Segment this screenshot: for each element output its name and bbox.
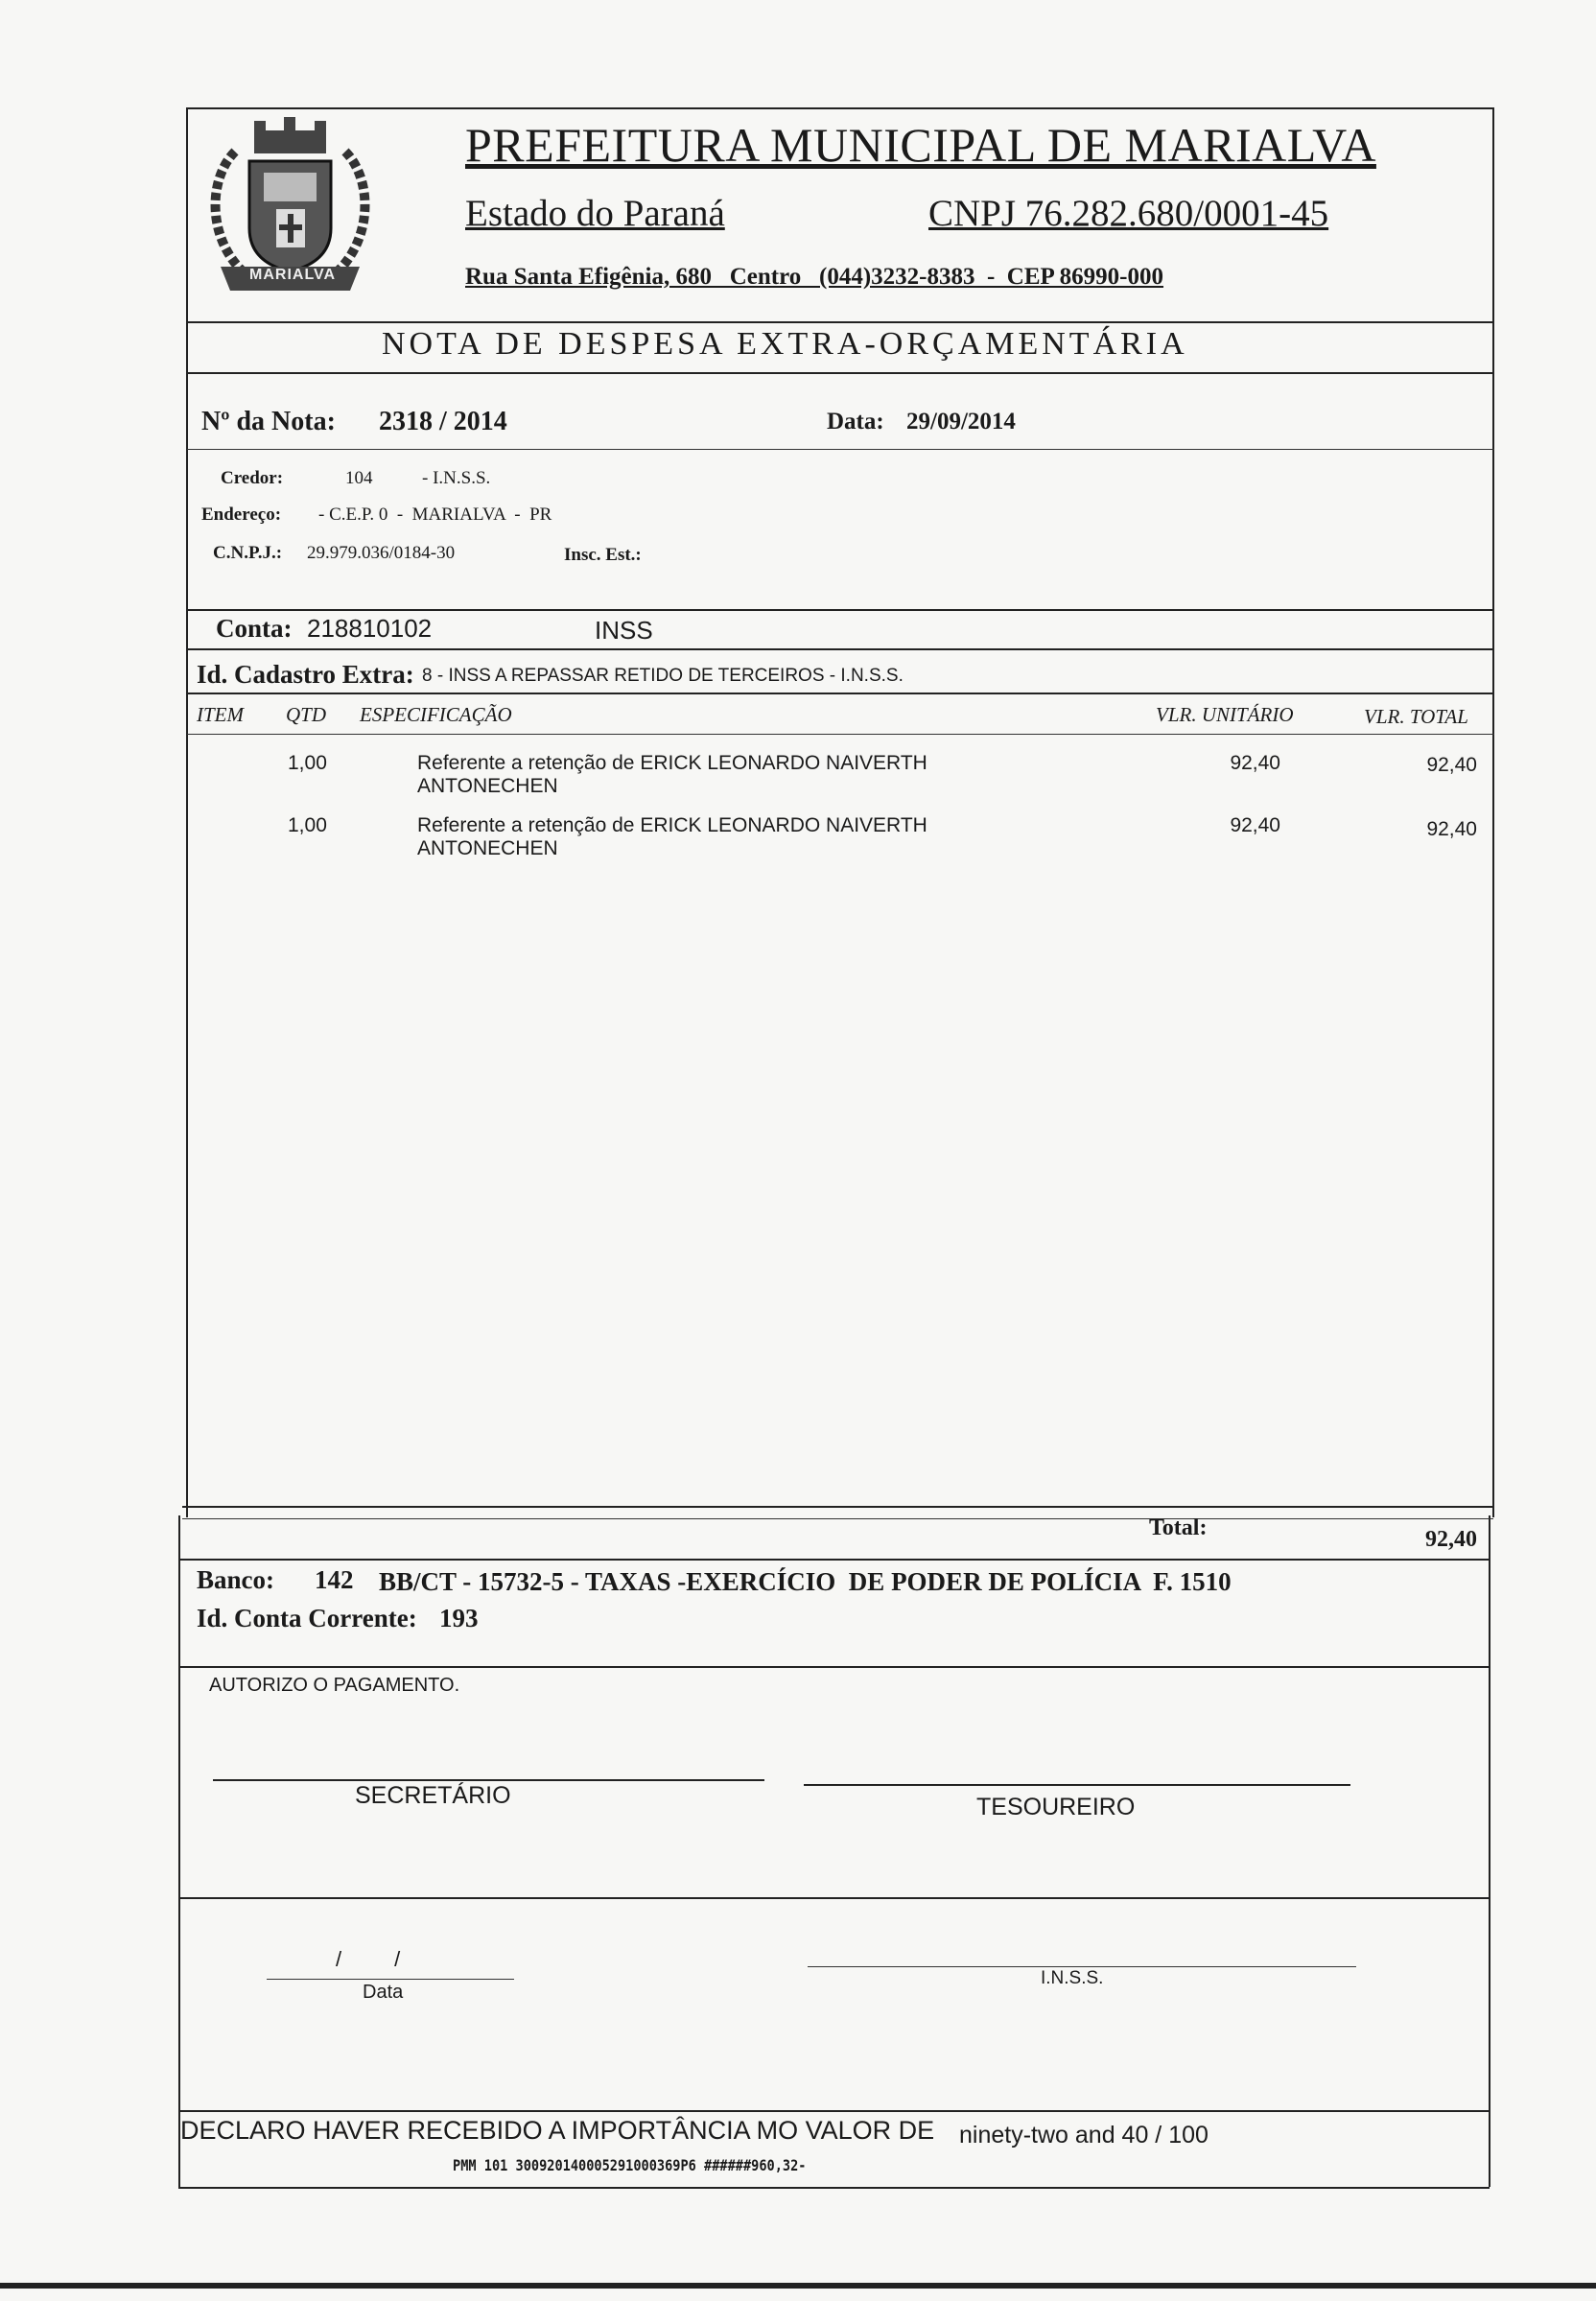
conta-number: 218810102 xyxy=(307,614,433,643)
tesoureiro-label: TESOUREIRO xyxy=(976,1794,1136,1820)
header-total-value: VLR. TOTAL xyxy=(1364,705,1468,728)
divider xyxy=(178,1897,1490,1899)
credor-code: 104 xyxy=(345,468,373,488)
row-spec-line2: ANTONECHEN xyxy=(417,775,558,797)
row-spec-line1: Referente a retenção de ERICK LEONARDO NAIVERTH xyxy=(417,814,927,836)
row-qty: 1,00 xyxy=(288,752,327,774)
crest-logo xyxy=(197,113,384,305)
date-label: Data xyxy=(363,1982,404,2003)
payment-stamp: PMM 101 300920140005291000369P6 ######960,32- xyxy=(453,2156,807,2174)
divider xyxy=(182,1518,1493,1519)
autorizo-text: AUTORIZO O PAGAMENTO. xyxy=(209,1675,460,1696)
endereco-label: Endereço: xyxy=(201,505,282,525)
conta-corrente-value: 193 xyxy=(439,1604,479,1632)
divider xyxy=(178,1666,1490,1668)
header-specification: ESPECIFICAÇÃO xyxy=(360,703,512,726)
nota-label: Nº da Nota: xyxy=(201,407,336,436)
insc-est-label: Insc. Est.: xyxy=(564,545,642,565)
table-row xyxy=(187,748,1494,815)
frame-bottom-border xyxy=(178,2187,1490,2189)
cnpj-label: C.N.P.J.: xyxy=(213,543,283,563)
date-slashes: / / xyxy=(336,1947,401,1971)
header-qtd: QTD xyxy=(286,703,327,726)
conta-corrente-label: Id. Conta Corrente: xyxy=(197,1604,417,1632)
divider xyxy=(187,372,1494,374)
credor-label: Credor: xyxy=(221,468,284,488)
banco-code: 142 xyxy=(315,1565,354,1594)
row-qty: 1,00 xyxy=(288,814,327,836)
header-unit-value: VLR. UNITÁRIO xyxy=(1156,703,1294,726)
conta-name: INSS xyxy=(595,616,653,645)
scan-bottom-edge xyxy=(0,2283,1596,2289)
row-spec-line1: Referente a retenção de ERICK LEONARDO NAIVERTH xyxy=(417,752,927,774)
divider xyxy=(187,648,1494,650)
declaro-amount-words: ninety-two and 40 / 100 xyxy=(959,2122,1209,2148)
header-item: ITEM xyxy=(197,703,244,726)
divider xyxy=(187,321,1494,323)
divider xyxy=(178,2110,1490,2112)
inss-signature-line xyxy=(808,1966,1356,1967)
banco-label: Banco: xyxy=(197,1565,274,1594)
row-total-value: 92,40 xyxy=(1426,818,1477,840)
nota-date-label: Data: xyxy=(827,409,884,434)
inss-label: I.N.S.S. xyxy=(1041,1968,1104,1988)
document-title: NOTA DE DESPESA EXTRA-ORÇAMENTÁRIA xyxy=(382,326,1188,362)
row-spec-line2: ANTONECHEN xyxy=(417,837,558,859)
divider xyxy=(178,1559,1490,1561)
nota-date: 29/09/2014 xyxy=(906,409,1016,434)
credor-name: - I.N.S.S. xyxy=(422,468,491,488)
secretario-label: SECRETÁRIO xyxy=(355,1782,511,1809)
header-state: Estado do Paraná xyxy=(465,193,725,234)
cadastro-value: 8 - INSS A REPASSAR RETIDO DE TERCEIROS - I.N.S.S. xyxy=(422,666,904,686)
divider xyxy=(187,693,1494,694)
table-row xyxy=(187,810,1494,878)
cadastro-label: Id. Cadastro Extra: xyxy=(197,660,414,689)
endereco-value: - C.E.P. 0 - MARIALVA - PR xyxy=(318,505,552,525)
divider xyxy=(187,449,1494,450)
secretario-signature-line xyxy=(213,1779,764,1781)
total-value: 92,40 xyxy=(1425,1527,1477,1552)
total-label: Total: xyxy=(1149,1515,1208,1540)
row-unit-value: 92,40 xyxy=(1230,752,1280,774)
frame-right-border-lower xyxy=(1489,1515,1490,2187)
banco-description: BB/CT - 15732-5 - TAXAS -EXERCÍCIO DE PODER DE POLÍCIA F. 1510 xyxy=(379,1567,1232,1596)
conta-label: Conta: xyxy=(216,614,293,643)
frame-top-border xyxy=(187,107,1494,109)
header-cnpj: CNPJ 76.282.680/0001-45 xyxy=(928,193,1329,234)
header-title: PREFEITURA MUNICIPAL DE MARIALVA xyxy=(465,118,1376,172)
header-address: Rua Santa Efigênia, 680 Centro (044)3232-8383 - CEP 86990-000 xyxy=(465,264,1164,290)
divider xyxy=(187,609,1494,611)
frame-left-border-lower xyxy=(178,1515,180,2187)
crest-ribbon-text: MARIALVA xyxy=(249,267,337,283)
cnpj-value: 29.979.036/0184-30 xyxy=(307,543,456,563)
tesoureiro-signature-line xyxy=(804,1784,1350,1786)
date-line xyxy=(267,1979,514,1980)
row-unit-value: 92,40 xyxy=(1230,814,1280,836)
nota-number: 2318 / 2014 xyxy=(379,407,507,436)
divider xyxy=(182,1506,1493,1508)
row-total-value: 92,40 xyxy=(1426,754,1477,776)
declaro-text: DECLARO HAVER RECEBIDO A IMPORTÂNCIA MO VALOR DE xyxy=(180,2116,935,2145)
divider xyxy=(187,734,1494,735)
